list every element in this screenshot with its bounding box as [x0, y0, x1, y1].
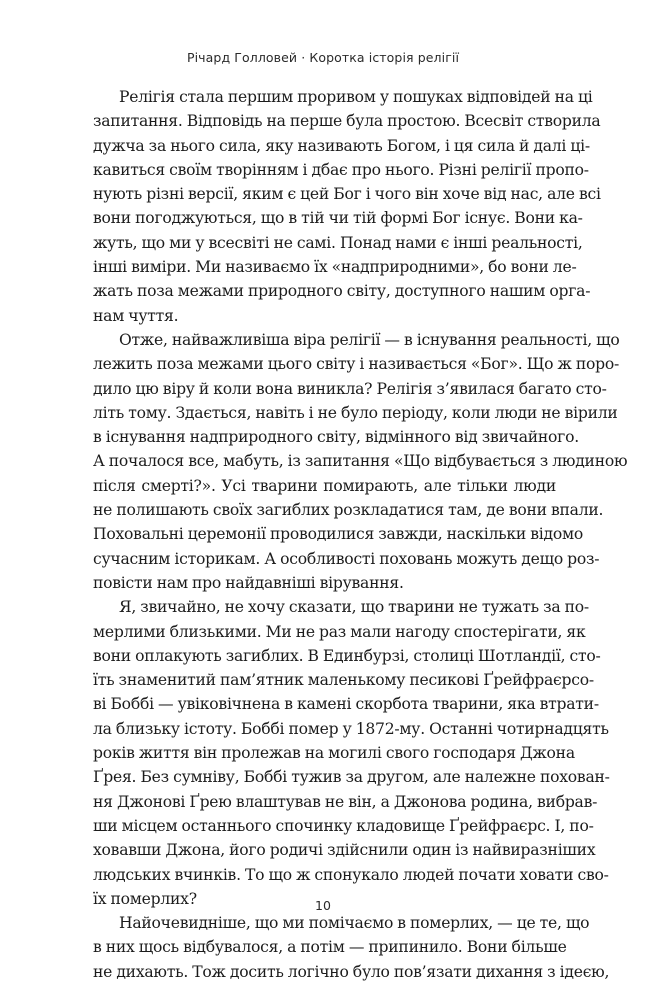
text-line: жать поза межами природного світу, доступного нашим орга-: [93, 282, 591, 301]
text-line: лежить поза межами цього світу і називається «Бог». Що ж поро-: [93, 355, 620, 374]
text-line: Релігія стала першим проривом у пошуках відповідей на ці: [119, 88, 593, 106]
text-line: Поховальні церемонії проводилися завжди, наскільки відомо: [93, 525, 584, 544]
text-line: дужча за нього сила, яку називають Богом, і ця сила й далі ці-: [93, 136, 590, 155]
text-line: літь тому. Здається, навіть і не було періоду, коли люди не вірили: [93, 403, 618, 422]
text-line: Ґрея. Без сумніву, Боббі тужив за другом, але належне похован-: [93, 768, 610, 787]
text-line: років життя він пролежав на могилі свого господаря Джона: [93, 744, 575, 763]
paragraph-4: [93, 911, 610, 984]
text-line: після смерті?». Усі тварини помирають, але тільки люди: [93, 476, 556, 495]
text-line: нують різні версії, яким є цей Бог і чого він хоче від нас, але всі: [93, 185, 601, 204]
text-line: дило цю віру й коли вона виникла? Релігія з’явилася багато сто-: [93, 379, 607, 398]
text-line: сучасним історикам. А особливості поховань можуть дещо роз-: [93, 549, 600, 568]
text-line: повісти нам про найдавніші вірування.: [93, 573, 404, 592]
text-line: мерлими близькими. Ми не раз мали нагоду спостерігати, як: [93, 622, 586, 641]
text-line: ла близьку істоту. Боббі помер у 1872-му. Останні чотирнадцять: [93, 719, 609, 738]
text-line: ховавши Джона, його родичі здійснили один із найвиразніших: [93, 841, 596, 860]
text-line: не дихають. Тож досить логічно було пов’язати дихання з ідеєю,: [93, 962, 610, 981]
text-line: в них щось відбувалося, а потім — припинило. Вони більше: [93, 938, 567, 957]
text-line: Найочевидніше, що ми помічаємо в померлих, — це те, що: [119, 914, 590, 933]
text-line: ня Джонові Ґрею влаштував не він, а Джонова родина, вибрав-: [93, 792, 598, 811]
text-line: нам чуття.: [93, 306, 179, 325]
text-line: А почалося все, мабуть, із запитання «Що відбувається з людиною: [93, 452, 628, 471]
text-line: жуть, що ми у всесвіті не самі. Понад нами є інші реальності,: [93, 233, 583, 252]
paragraph-2: [93, 328, 628, 595]
text-line: людських вчинків. То що ж спонукало людей почати ховати сво-: [93, 865, 609, 884]
body-text: [93, 85, 628, 984]
text-line: ши місцем останнього спочинку кладовище Ґрейфраєрс. І, по-: [93, 816, 594, 835]
text-line: вони погоджуються, що в тій чи тій формі Бог існує. Вони ка-: [93, 209, 583, 228]
text-line: їть знаменитий пам’ятник маленькому песикові Ґрейфраєрсо-: [93, 671, 594, 690]
text-line: вони оплакують загиблих. В Единбурзі, столиці Шотландії, сто-: [93, 646, 601, 665]
running-head: Річард Голловей · Коротка історія релігії: [186, 50, 460, 65]
page-number: 10: [315, 898, 331, 913]
text-line: їх померлих?: [93, 889, 197, 908]
text-line: інші виміри. Ми називаємо їх «надприродними», бо вони ле-: [93, 258, 577, 277]
text-line: кавиться своїм творінням і дбає про нього. Різні релігії пропо-: [93, 160, 589, 179]
text-line: не полишають своїх загиблих розкладатися там, де вони впали.: [93, 501, 604, 520]
text-line: Я, звичайно, не хочу сказати, що тварини не тужать за по-: [119, 598, 589, 617]
paragraph-1: [93, 85, 601, 328]
text-line: в існування надприродного світу, відмінного від звичайного.: [93, 428, 579, 447]
text-line: ві Боббі — увіковічнена в камені скорбота тварини, яка втрати-: [93, 695, 599, 714]
text-line: Отже, найважливіша віра релігії — в існування реальності, що: [119, 330, 620, 349]
paragraph-3: [93, 595, 610, 911]
text-line: запитання. Відповідь на перше була простою. Всесвіт створила: [93, 112, 601, 131]
